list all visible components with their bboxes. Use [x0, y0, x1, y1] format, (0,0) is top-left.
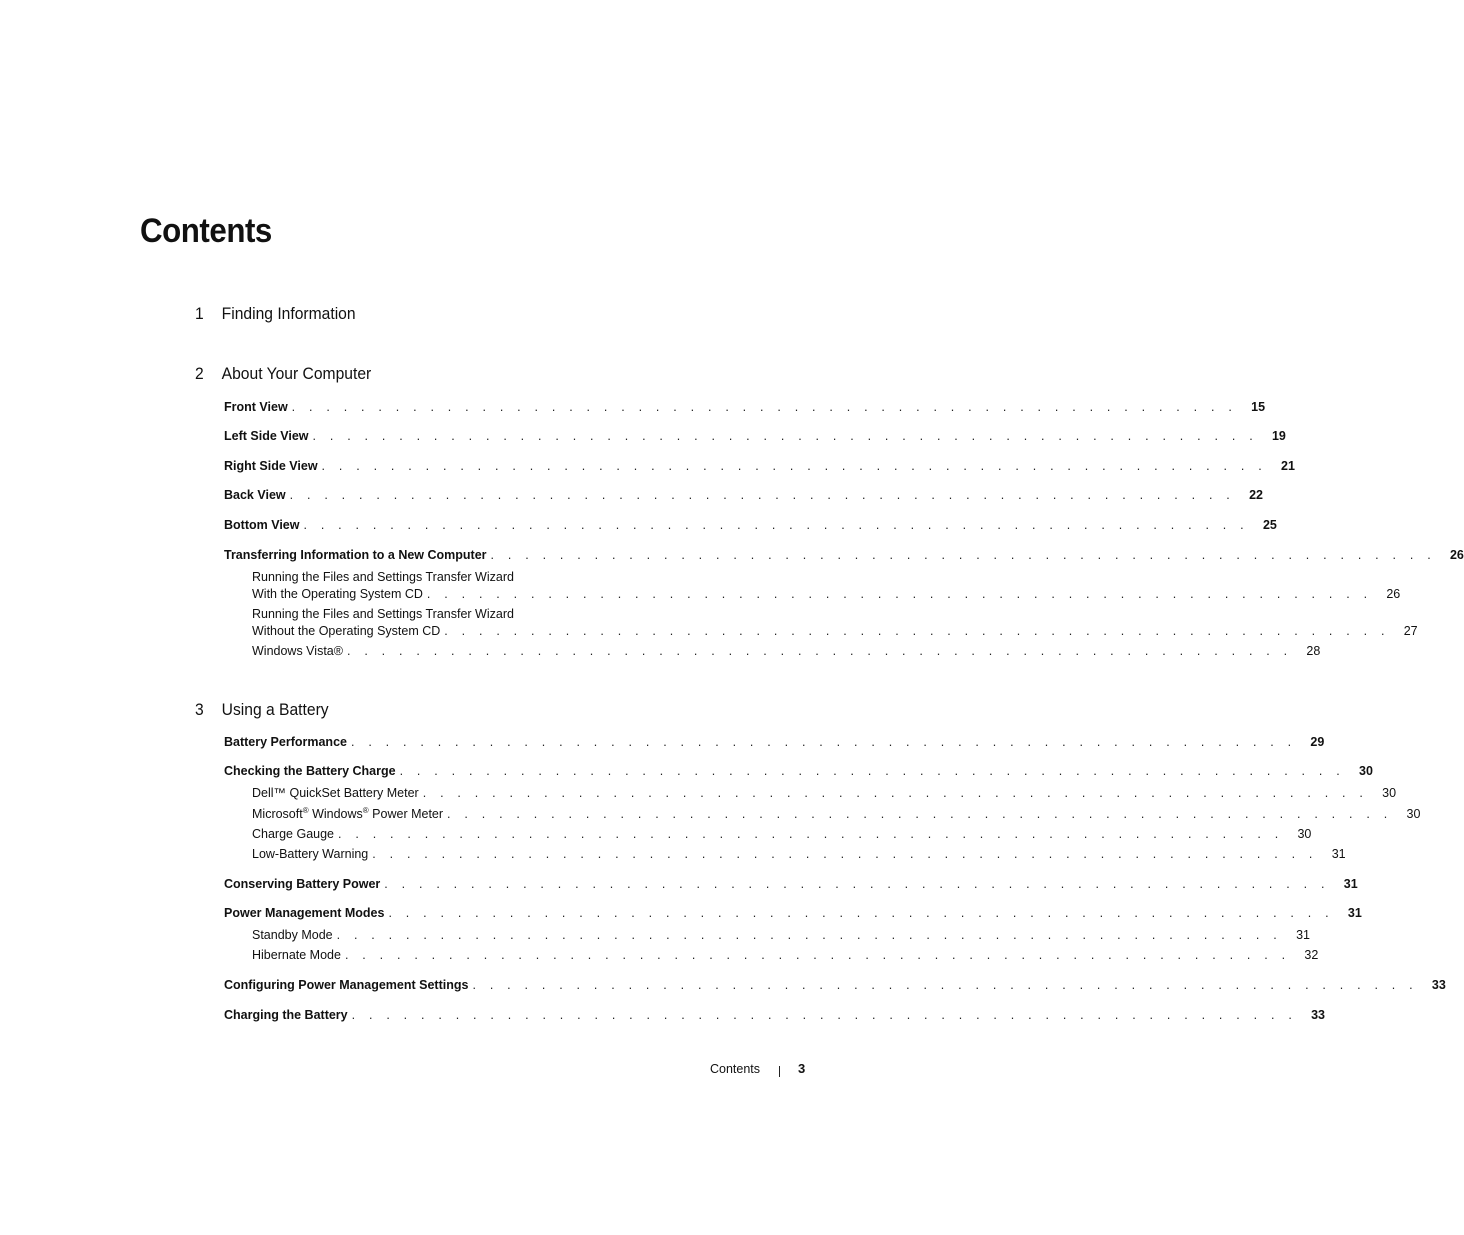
toc-entry-label: Front View: [224, 400, 288, 414]
footer-section-label: Contents: [710, 1062, 761, 1076]
label-part: Power Meter: [368, 807, 444, 821]
toc-entry-label: Checking the Battery Charge: [224, 764, 396, 778]
toc-entry-label: [252, 807, 447, 821]
toc-entry-low-battery-warning[interactable]: [252, 847, 1346, 861]
chapter-number: 1: [195, 304, 204, 323]
toc-entry-power-management-modes[interactable]: [224, 906, 1362, 920]
toc-entry-windows-vista[interactable]: [252, 644, 1321, 658]
toc-entry-label: Battery Performance: [224, 735, 347, 749]
dot-leader: . . . . . . . . . . . . . . . . . . . . . . . . . . . . . . . . . . . . . . . . . . . . . . . . . . . . . . .: [447, 807, 1393, 821]
toc-page-number: 31: [1343, 877, 1358, 891]
toc-page-number: 26: [1449, 548, 1464, 562]
registered-mark: ®: [362, 806, 369, 815]
chapter-number: 3: [195, 700, 204, 719]
toc-entry-charging-the-battery[interactable]: [224, 1008, 1325, 1022]
toc-page-number: 33: [1431, 978, 1446, 992]
dot-leader: . . . . . . . . . . . . . . . . . . . . . . . . . . . . . . . . . . . . . . . . . . . . . . . . . . . . . . .: [490, 548, 1436, 562]
toc-entry-label: Without the Operating System CD: [252, 624, 441, 638]
toc-entry-label: Bottom View: [224, 518, 300, 532]
toc-page-number: 25: [1262, 518, 1277, 532]
dot-leader: . . . . . . . . . . . . . . . . . . . . . . . . . . . . . . . . . . . . . . . . . . . . . . . . . . . . . . .: [344, 948, 1291, 962]
registered-mark: ®: [302, 806, 309, 815]
dot-leader: . . . . . . . . . . . . . . . . . . . . . . . . . . . . . . . . . . . . . . . . . . . . . . . . . . . . . . .: [384, 877, 1330, 891]
toc-page-number: 30: [1382, 786, 1397, 800]
toc-entry-right-side-view[interactable]: [224, 459, 1295, 473]
toc-entry-label-line1: Running the Files and Settings Transfer Wizard: [252, 570, 514, 584]
toc-entry-label: Power Management Modes: [224, 906, 385, 920]
toc-page-number: 27: [1403, 624, 1418, 638]
toc-page-number: 15: [1251, 400, 1266, 414]
chapter-heading-1[interactable]: [195, 304, 356, 324]
chapter-heading-2[interactable]: [195, 364, 371, 384]
toc-page-number: 21: [1281, 459, 1295, 473]
toc-entry-front-view[interactable]: [224, 400, 1266, 414]
page-title: Contents: [140, 212, 272, 250]
toc-entry-transfer-wizard-without-cd[interactable]: [252, 624, 1418, 638]
toc-entry-checking-battery-charge[interactable]: [224, 764, 1373, 778]
toc-entry-quickset-battery-meter[interactable]: [252, 786, 1397, 800]
dot-leader: . . . . . . . . . . . . . . . . . . . . . . . . . . . . . . . . . . . . . . . . . . . . . . . . . . . . . . .: [350, 735, 1297, 749]
dot-leader: . . . . . . . . . . . . . . . . . . . . . . . . . . . . . . . . . . . . . . . . . . . . . . . . . . . . . . .: [321, 459, 1267, 473]
dot-leader: . . . . . . . . . . . . . . . . . . . . . . . . . . . . . . . . . . . . . . . . . . . . . . . . . . . . . . .: [388, 906, 1334, 920]
toc-entry-label: Left Side View: [224, 429, 309, 443]
dot-leader: . . . . . . . . . . . . . . . . . . . . . . . . . . . . . . . . . . . . . . . . . . . . . . . . . . . . . . .: [338, 827, 1284, 841]
dot-leader: . . . . . . . . . . . . . . . . . . . . . . . . . . . . . . . . . . . . . . . . . . . . . . . . . . . . . . .: [312, 429, 1258, 443]
toc-entry-back-view[interactable]: [224, 488, 1263, 502]
toc-entry-label: Conserving Battery Power: [224, 877, 381, 891]
dot-leader: . . . . . . . . . . . . . . . . . . . . . . . . . . . . . . . . . . . . . . . . . . . . . . . . . . . . . . .: [351, 1008, 1297, 1022]
toc-entry-left-side-view[interactable]: [224, 429, 1286, 443]
toc-page-number: 28: [1306, 644, 1321, 658]
toc-entry-charge-gauge[interactable]: [252, 827, 1312, 841]
toc-entry-conserving-battery-power[interactable]: [224, 877, 1358, 891]
chapter-heading-3[interactable]: [195, 700, 329, 720]
dot-leader: . . . . . . . . . . . . . . . . . . . . . . . . . . . . . . . . . . . . . . . . . . . . . . . . . . . . . . .: [336, 928, 1282, 942]
toc-entry-label: Configuring Power Management Settings: [224, 978, 469, 992]
toc-entry-transfer-wizard-with-cd[interactable]: [252, 587, 1401, 601]
toc-entry-label-line1: Running the Files and Settings Transfer Wizard: [252, 607, 514, 621]
toc-entry-label: Windows Vista®: [252, 644, 343, 658]
dot-leader: . . . . . . . . . . . . . . . . . . . . . . . . . . . . . . . . . . . . . . . . . . . . . . . . . . . . . . .: [372, 847, 1318, 861]
dot-leader: . . . . . . . . . . . . . . . . . . . . . . . . . . . . . . . . . . . . . . . . . . . . . . . . . . . . . . .: [303, 518, 1249, 532]
label-part: Windows: [308, 807, 363, 821]
toc-entry-standby-mode[interactable]: [252, 928, 1310, 942]
toc-page-number: 30: [1297, 827, 1312, 841]
dot-leader: . . . . . . . . . . . . . . . . . . . . . . . . . . . . . . . . . . . . . . . . . . . . . . . . . . . . . . .: [444, 624, 1390, 638]
toc-page-number: 31: [1296, 928, 1310, 942]
chapter-title: About Your Computer: [221, 364, 372, 383]
toc-page-number: 32: [1304, 948, 1319, 962]
toc-entry-label: Low-Battery Warning: [252, 847, 369, 861]
chapter-title: Finding Information: [221, 304, 356, 323]
toc-entry-label: Transferring Information to a New Computer: [224, 548, 487, 562]
toc-page-number: 29: [1310, 735, 1325, 749]
toc-page-number: 31: [1347, 906, 1362, 920]
toc-page-number: 19: [1271, 429, 1286, 443]
toc-entry-battery-performance[interactable]: [224, 735, 1325, 749]
toc-entry-configuring-power-management[interactable]: [224, 978, 1446, 992]
toc-page-number: 22: [1249, 488, 1263, 502]
toc-entry-label: Charge Gauge: [252, 827, 335, 841]
dot-leader: . . . . . . . . . . . . . . . . . . . . . . . . . . . . . . . . . . . . . . . . . . . . . . . . . . . . . . .: [346, 644, 1293, 658]
toc-page-number: 33: [1311, 1008, 1325, 1022]
chapter-number: 2: [195, 364, 204, 383]
toc-entry-label: Charging the Battery: [224, 1008, 348, 1022]
dot-leader: . . . . . . . . . . . . . . . . . . . . . . . . . . . . . . . . . . . . . . . . . . . . . . . . . . . . . . .: [399, 764, 1345, 778]
toc-entry-transferring-information[interactable]: [224, 548, 1464, 562]
toc-page-number: 30: [1406, 807, 1421, 821]
toc-entry-label: Right Side View: [224, 459, 318, 473]
toc-page-number: 31: [1331, 847, 1346, 861]
toc-entry-windows-power-meter[interactable]: [252, 806, 1421, 821]
footer-page-number: 3: [798, 1061, 806, 1076]
dot-leader: . . . . . . . . . . . . . . . . . . . . . . . . . . . . . . . . . . . . . . . . . . . . . . . . . . . . . . .: [426, 587, 1373, 601]
toc-entry-label: Dell™ QuickSet Battery Meter: [252, 786, 419, 800]
dot-leader: . . . . . . . . . . . . . . . . . . . . . . . . . . . . . . . . . . . . . . . . . . . . . . . . . . . . . . .: [422, 786, 1369, 800]
toc-entry-hibernate-mode[interactable]: [252, 948, 1319, 962]
toc-entry-label: Standby Mode: [252, 928, 333, 942]
toc-entry-bottom-view[interactable]: [224, 518, 1277, 532]
footer-divider: [779, 1066, 780, 1077]
toc-entry-label: Hibernate Mode: [252, 948, 341, 962]
toc-entry-label: Back View: [224, 488, 286, 502]
toc-entry-label: With the Operating System CD: [252, 587, 423, 601]
toc-page-number: 30: [1359, 764, 1373, 778]
dot-leader: . . . . . . . . . . . . . . . . . . . . . . . . . . . . . . . . . . . . . . . . . . . . . . . . . . . . . . .: [472, 978, 1418, 992]
toc-page-number: 26: [1386, 587, 1401, 601]
chapter-title: Using a Battery: [221, 700, 329, 719]
dot-leader: . . . . . . . . . . . . . . . . . . . . . . . . . . . . . . . . . . . . . . . . . . . . . . . . . . . . . . .: [291, 400, 1238, 414]
label-part: Microsoft: [252, 807, 303, 821]
dot-leader: . . . . . . . . . . . . . . . . . . . . . . . . . . . . . . . . . . . . . . . . . . . . . . . . . . . . . . .: [289, 488, 1235, 502]
